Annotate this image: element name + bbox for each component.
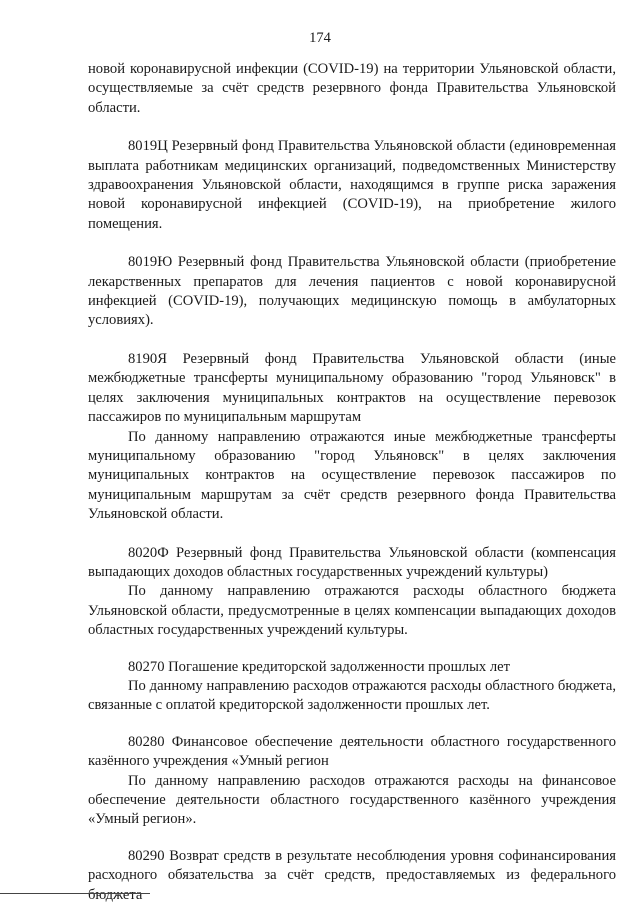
- paragraph-80270-title: 80270 Погашение кредиторской задолженности прошлых лет: [128, 658, 510, 675]
- paragraph-8019c: 8019Ц Резервный фонд Правительства Ульяновской области (единовременная выплата работникам медицинских организаций, подведомственных Министерству здравоохранения Ульяновской области, находящимся в группе риска заражения новой коронавирусной инфекцией (COVID-19), на приобретение жилого помещения.: [88, 138, 616, 232]
- footer-divider: [0, 893, 150, 894]
- page-number: 174: [309, 30, 331, 46]
- paragraph-8190ya-title: 8190Я Резервный фонд Правительства Ульяновской области (иные межбюджетные трансферты муниципальному образованию "город Ульяновск" в целях заключения муниципальных контрактов на осуществление перевозок пассажиров по муниципальным маршрутам: [88, 350, 616, 426]
- paragraph-intro: новой коронавирусной инфекции (COVID-19) на территории Ульяновской области, осуществляемые за счёт средств резервного фонда Правительства Ульяновской области.: [88, 61, 616, 116]
- paragraph-80280-desc: По данному направлению расходов отражаются расходы на финансовое обеспечение деятельности областного государственного казённого учреждения «Умный регион».: [88, 772, 616, 828]
- paragraph-8020f-desc: По данному направлению отражаются расходы областного бюджета Ульяновской области, предусмотренные в целях компенсации выпадающих доходов областных государственных учреждений культуры.: [88, 583, 616, 639]
- paragraph-8020f-title: 8020Ф Резервный фонд Правительства Ульяновской области (компенсация выпадающих доходов областных государственных учреждений культуры): [88, 544, 616, 580]
- paragraph-8190ya-desc: По данному направлению отражаются иные межбюджетные трансферты муниципальному образованию "город Ульяновск" в целях заключения муниципальных контрактов на осуществление перевозок пассажиров по муниципальным маршрутам за счёт средств резервного фонда Правительства Ульяновской области.: [88, 428, 616, 523]
- paragraph-80270-desc: По данному направлению расходов отражаются расходы областного бюджета, связанные с оплатой кредиторской задолженности прошлых лет.: [88, 677, 616, 714]
- paragraph-80290-title: 80290 Возврат средств в результате несоблюдения уровня софинансирования расходного обязательства за счёт средств, предоставляемых из федерального бюджета: [88, 847, 616, 903]
- paragraph-8019u: 8019Ю Резервный фонд Правительства Ульяновской области (приобретение лекарственных препаратов для лечения пациентов с новой коронавирусной инфекцией (COVID-19), получающих медицинскую помощь в амбулаторных условиях).: [88, 254, 616, 329]
- document-body: [88, 60, 616, 905]
- paragraph-80280-title: 80280 Финансовое обеспечение деятельности областного государственного казённого учреждения «Умный регион: [88, 733, 616, 770]
